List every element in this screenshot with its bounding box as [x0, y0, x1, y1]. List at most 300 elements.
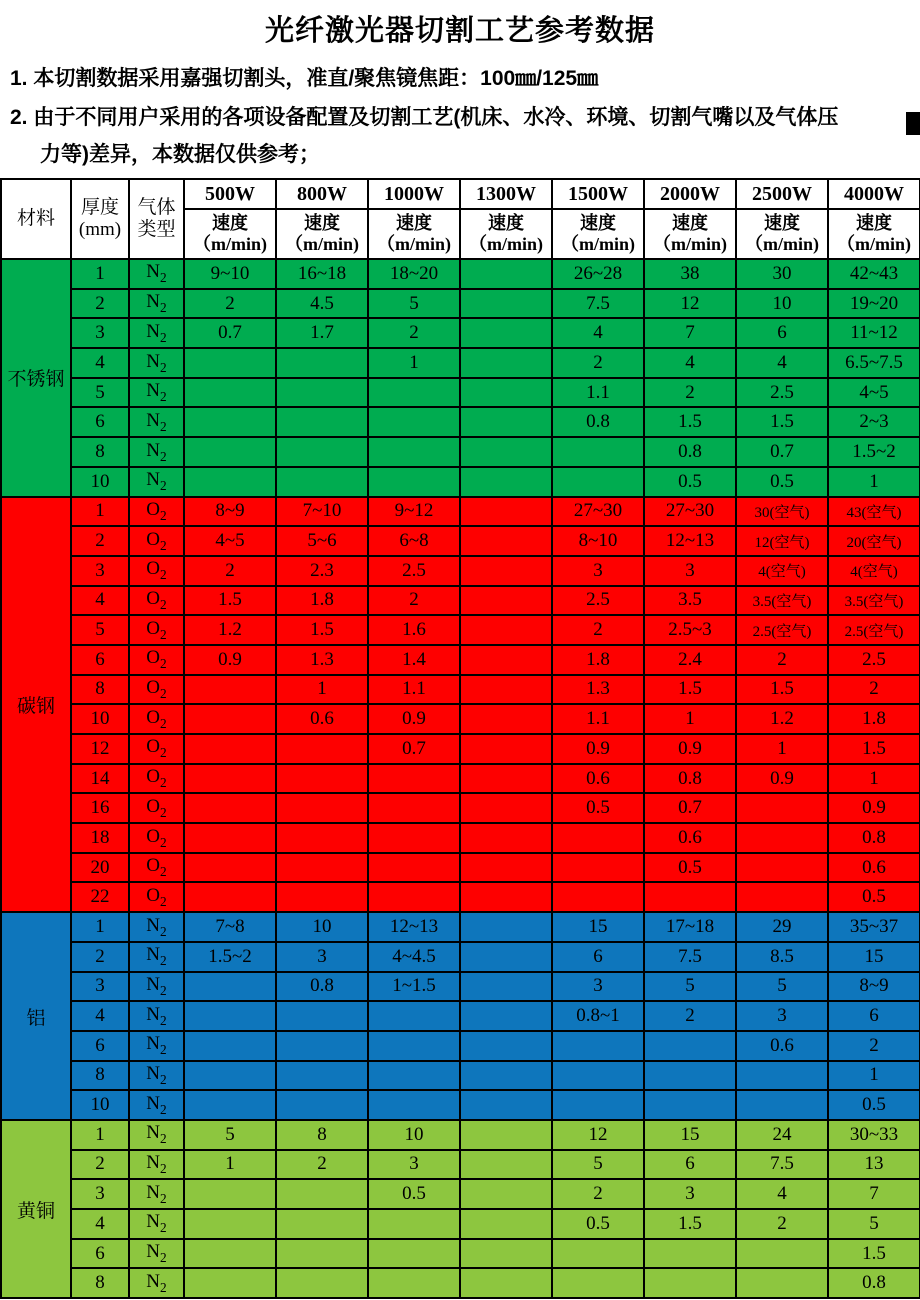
gas-cell: $O_2$	[129, 704, 184, 734]
speed-cell	[184, 972, 276, 1002]
table-row	[1, 1239, 920, 1269]
speed-cell	[368, 1001, 460, 1031]
speed-cell	[184, 1001, 276, 1031]
speed-cell: 7	[644, 318, 736, 348]
speed-cell	[552, 882, 644, 912]
speed-cell	[184, 882, 276, 912]
speed-cell	[552, 467, 644, 497]
speed-cell	[460, 615, 552, 645]
speed-cell: 7~8	[184, 912, 276, 942]
speed-cell	[368, 467, 460, 497]
speed-cell	[184, 378, 276, 408]
speed-cell: 2	[644, 378, 736, 408]
speed-cell: 5	[184, 1120, 276, 1150]
thickness-cell: 14	[71, 764, 129, 794]
speed-cell: 9~10	[184, 259, 276, 289]
speed-cell	[552, 1061, 644, 1091]
speed-cell: 8~9	[828, 972, 920, 1002]
speed-cell: 0.5	[828, 1090, 920, 1120]
speed-cell: 0.6	[552, 764, 644, 794]
speed-cell	[184, 1179, 276, 1209]
speed-cell: 18~20	[368, 259, 460, 289]
speed-cell: 12	[552, 1120, 644, 1150]
thickness-cell: 2	[71, 526, 129, 556]
speed-cell: 1.2	[184, 615, 276, 645]
gas-cell: $N_2$	[129, 437, 184, 467]
speed-cell: 12~13	[368, 912, 460, 942]
speed-cell	[736, 823, 828, 853]
speed-cell: 0.5	[828, 882, 920, 912]
gas-cell: $N_2$	[129, 318, 184, 348]
speed-cell: 6	[552, 942, 644, 972]
speed-cell: 3.5(空气)	[736, 586, 828, 616]
speed-cell: 38	[644, 259, 736, 289]
speed-cell	[368, 1061, 460, 1091]
speed-cell: 2	[828, 675, 920, 705]
table-row	[1, 1120, 920, 1150]
speed-cell	[276, 378, 368, 408]
speed-cell	[460, 1209, 552, 1239]
speed-cell: 2.5	[736, 378, 828, 408]
gas-cell: $N_2$	[129, 1209, 184, 1239]
gas-cell: $N_2$	[129, 289, 184, 319]
speed-cell	[276, 882, 368, 912]
speed-cell: 0.5	[368, 1179, 460, 1209]
speed-cell: 1.5~2	[828, 437, 920, 467]
table-row	[1, 793, 920, 823]
speed-cell	[368, 793, 460, 823]
thickness-cell: 5	[71, 615, 129, 645]
speed-cell	[276, 734, 368, 764]
speed-cell	[368, 1239, 460, 1269]
speed-cell: 3	[644, 1179, 736, 1209]
thickness-cell: 4	[71, 1209, 129, 1239]
header-power-4000w: 4000W	[828, 179, 920, 209]
speed-cell: 3	[644, 556, 736, 586]
speed-cell: 0.8~1	[552, 1001, 644, 1031]
speed-cell	[368, 1031, 460, 1061]
speed-cell: 4	[552, 318, 644, 348]
speed-cell: 5	[828, 1209, 920, 1239]
speed-cell	[276, 793, 368, 823]
speed-cell: 2	[552, 1179, 644, 1209]
thickness-cell: 6	[71, 407, 129, 437]
speed-cell: 1.5	[644, 407, 736, 437]
speed-cell: 6	[828, 1001, 920, 1031]
thickness-cell: 1	[71, 259, 129, 289]
table-row	[1, 615, 920, 645]
speed-cell: 10	[276, 912, 368, 942]
speed-cell	[368, 1268, 460, 1298]
gas-cell: $O_2$	[129, 853, 184, 883]
speed-cell: 0.8	[552, 407, 644, 437]
gas-cell: $N_2$	[129, 942, 184, 972]
speed-cell	[460, 259, 552, 289]
speed-cell: 15	[552, 912, 644, 942]
speed-cell	[276, 823, 368, 853]
speed-cell: 0.5	[552, 793, 644, 823]
header-thickness-label: 厚度	[80, 197, 119, 219]
speed-cell	[368, 407, 460, 437]
speed-cell: 4~4.5	[368, 942, 460, 972]
speed-cell: 2	[368, 318, 460, 348]
speed-cell: 0.8	[276, 972, 368, 1002]
gas-cell: $N_2$	[129, 378, 184, 408]
table-row	[1, 1150, 920, 1180]
material-cell-carbon: 碳钢	[1, 497, 71, 913]
speed-cell: 1.5	[276, 615, 368, 645]
speed-cell: 2	[644, 1001, 736, 1031]
speed-cell: 19~20	[828, 289, 920, 319]
speed-cell	[736, 1268, 828, 1298]
speed-cell: 4	[644, 348, 736, 378]
speed-cell: 2	[184, 556, 276, 586]
speed-cell: 1.1	[552, 378, 644, 408]
table-row	[1, 586, 920, 616]
speed-cell: 0.6	[644, 823, 736, 853]
table-row	[1, 882, 920, 912]
thickness-cell: 6	[71, 645, 129, 675]
speed-cell: 3	[552, 556, 644, 586]
gas-cell: $O_2$	[129, 586, 184, 616]
table-row	[1, 1061, 920, 1091]
speed-cell: 3	[368, 1150, 460, 1180]
material-cell-stainless: 不锈钢	[1, 259, 71, 497]
speed-cell: 26~28	[552, 259, 644, 289]
speed-cell: 1.3	[552, 675, 644, 705]
table-row	[1, 942, 920, 972]
speed-cell	[184, 1061, 276, 1091]
speed-cell: 1.8	[276, 586, 368, 616]
speed-cell	[368, 1209, 460, 1239]
speed-cell: 1.5~2	[184, 942, 276, 972]
speed-cell	[276, 1031, 368, 1061]
gas-cell: $N_2$	[129, 972, 184, 1002]
speed-cell	[736, 882, 828, 912]
thickness-cell: 2	[71, 1150, 129, 1180]
speed-cell	[552, 437, 644, 467]
speed-cell	[276, 853, 368, 883]
thickness-cell: 8	[71, 1061, 129, 1091]
gas-cell: $N_2$	[129, 1001, 184, 1031]
speed-cell: 5~6	[276, 526, 368, 556]
table-row	[1, 823, 920, 853]
speed-cell	[460, 1120, 552, 1150]
speed-cell	[460, 1179, 552, 1209]
speed-cell: 3	[736, 1001, 828, 1031]
speed-cell	[460, 764, 552, 794]
speed-cell: 29	[736, 912, 828, 942]
table-row	[1, 704, 920, 734]
speed-cell: 4	[736, 348, 828, 378]
speed-cell	[460, 318, 552, 348]
speed-cell	[736, 1239, 828, 1269]
speed-cell	[644, 882, 736, 912]
speed-cell	[184, 704, 276, 734]
speed-cell	[460, 675, 552, 705]
table-row	[1, 289, 920, 319]
table-row	[1, 407, 920, 437]
table-row	[1, 1209, 920, 1239]
table-row	[1, 912, 920, 942]
gas-cell: $N_2$	[129, 407, 184, 437]
thickness-cell: 6	[71, 1239, 129, 1269]
speed-cell: 0.9	[184, 645, 276, 675]
speed-cell	[552, 1031, 644, 1061]
header-power-1000w: 1000W	[368, 179, 460, 209]
speed-cell: 12	[644, 289, 736, 319]
table-row	[1, 259, 920, 289]
speed-cell: 1.8	[552, 645, 644, 675]
speed-cell: 0.9	[552, 734, 644, 764]
speed-cell: 2.5	[828, 645, 920, 675]
speed-cell: 1.5	[644, 675, 736, 705]
note-2-line-2: 力等)差异，本数据仅供参考；	[40, 143, 320, 166]
table-row	[1, 1031, 920, 1061]
speed-cell	[368, 378, 460, 408]
speed-cell	[460, 793, 552, 823]
speed-cell	[460, 1090, 552, 1120]
gas-cell: $O_2$	[129, 734, 184, 764]
thickness-cell: 6	[71, 1031, 129, 1061]
speed-cell	[460, 348, 552, 378]
speed-cell	[368, 823, 460, 853]
speed-cell: 8	[276, 1120, 368, 1150]
gas-cell: $N_2$	[129, 1061, 184, 1091]
speed-cell	[184, 764, 276, 794]
speed-cell: 1.8	[828, 704, 920, 734]
speed-cell: 1	[828, 1061, 920, 1091]
speed-cell	[552, 853, 644, 883]
page-title: 光纤激光器切割工艺参考数据	[264, 15, 655, 47]
thickness-cell: 8	[71, 1268, 129, 1298]
speed-cell: 2.3	[276, 556, 368, 586]
thickness-cell: 3	[71, 318, 129, 348]
speed-cell: 2	[184, 289, 276, 319]
thickness-cell: 3	[71, 972, 129, 1002]
speed-cell	[460, 882, 552, 912]
speed-cell	[184, 437, 276, 467]
material-cell-brass: 黄铜	[1, 1120, 71, 1298]
gas-cell: $O_2$	[129, 556, 184, 586]
header-speed-unit: 速度 （m/min)	[460, 209, 552, 259]
speed-cell: 3	[552, 972, 644, 1002]
header-speed-unit: 速度 （m/min)	[276, 209, 368, 259]
table-row	[1, 1268, 920, 1298]
speed-cell: 1.1	[552, 704, 644, 734]
speed-cell: 2	[368, 586, 460, 616]
speed-cell: 0.5	[736, 467, 828, 497]
table-row	[1, 437, 920, 467]
speed-cell: 0.7	[368, 734, 460, 764]
speed-cell: 0.9	[828, 793, 920, 823]
gas-cell: $O_2$	[129, 497, 184, 527]
speed-cell	[276, 467, 368, 497]
speed-cell	[460, 912, 552, 942]
speed-cell: 0.8	[644, 764, 736, 794]
speed-cell: 30(空气)	[736, 497, 828, 527]
speed-cell: 1	[184, 1150, 276, 1180]
speed-cell: 6	[644, 1150, 736, 1180]
speed-cell	[460, 497, 552, 527]
table-row	[1, 497, 920, 527]
table-row	[1, 318, 920, 348]
speed-cell	[460, 378, 552, 408]
speed-cell	[276, 407, 368, 437]
speed-cell: 0.6	[276, 704, 368, 734]
table-row	[1, 853, 920, 883]
speed-cell: 1	[828, 467, 920, 497]
table-row	[1, 378, 920, 408]
speed-cell	[460, 823, 552, 853]
speed-cell: 1.6	[368, 615, 460, 645]
speed-cell	[460, 1031, 552, 1061]
thickness-cell: 2	[71, 289, 129, 319]
speed-cell	[460, 289, 552, 319]
gas-cell: $N_2$	[129, 1268, 184, 1298]
gas-cell: $N_2$	[129, 467, 184, 497]
speed-cell	[184, 1090, 276, 1120]
speed-cell: 3	[276, 942, 368, 972]
header-power-1300w: 1300W	[460, 179, 552, 209]
speed-cell: 0.8	[828, 1268, 920, 1298]
speed-cell	[460, 467, 552, 497]
thickness-cell: 10	[71, 467, 129, 497]
thickness-cell: 12	[71, 734, 129, 764]
gas-cell: $N_2$	[129, 1090, 184, 1120]
speed-cell	[736, 793, 828, 823]
speed-cell	[276, 1001, 368, 1031]
speed-cell: 24	[736, 1120, 828, 1150]
table-row	[1, 675, 920, 705]
speed-cell: 7.5	[736, 1150, 828, 1180]
table-row	[1, 972, 920, 1002]
speed-cell	[276, 1179, 368, 1209]
speed-cell: 1	[368, 348, 460, 378]
header-power-1500w: 1500W	[552, 179, 644, 209]
speed-cell: 2.5	[368, 556, 460, 586]
speed-cell	[644, 1239, 736, 1269]
speed-cell: 0.8	[828, 823, 920, 853]
thickness-cell: 8	[71, 437, 129, 467]
speed-cell: 10	[736, 289, 828, 319]
thickness-cell: 16	[71, 793, 129, 823]
speed-cell	[644, 1268, 736, 1298]
speed-cell: 4(空气)	[828, 556, 920, 586]
speed-cell: 0.7	[644, 793, 736, 823]
header-speed-unit: 速度 （m/min)	[828, 209, 920, 259]
speed-cell: 20(空气)	[828, 526, 920, 556]
speed-cell	[460, 526, 552, 556]
speed-cell: 1.5	[736, 675, 828, 705]
header-power-800w: 800W	[276, 179, 368, 209]
speed-cell	[276, 1090, 368, 1120]
speed-cell: 1	[644, 704, 736, 734]
gas-cell: $N_2$	[129, 1239, 184, 1269]
thickness-cell: 4	[71, 1001, 129, 1031]
speed-cell	[460, 1061, 552, 1091]
speed-cell: 2.5	[552, 586, 644, 616]
gas-cell: $O_2$	[129, 615, 184, 645]
thickness-cell: 1	[71, 497, 129, 527]
speed-cell: 12(空气)	[736, 526, 828, 556]
speed-cell	[736, 1090, 828, 1120]
speed-cell	[460, 1150, 552, 1180]
thickness-cell: 4	[71, 586, 129, 616]
header-gas-line2: 类型	[137, 219, 176, 240]
speed-cell	[460, 942, 552, 972]
cutting-data-table	[0, 178, 920, 1299]
speed-cell	[184, 823, 276, 853]
speed-cell	[460, 586, 552, 616]
thickness-cell: 18	[71, 823, 129, 853]
thickness-cell: 3	[71, 1179, 129, 1209]
speed-cell: 5	[644, 972, 736, 1002]
gas-cell: $N_2$	[129, 1179, 184, 1209]
table-row	[1, 556, 920, 586]
speed-cell: 5	[368, 289, 460, 319]
speed-cell: 0.9	[644, 734, 736, 764]
speed-cell: 2.4	[644, 645, 736, 675]
speed-cell: 15	[828, 942, 920, 972]
speed-cell: 1.4	[368, 645, 460, 675]
speed-cell	[276, 348, 368, 378]
speed-cell	[184, 1239, 276, 1269]
gas-cell: $N_2$	[129, 1031, 184, 1061]
header-thickness	[71, 179, 129, 259]
speed-cell: 2.5(空气)	[736, 615, 828, 645]
thickness-cell: 3	[71, 556, 129, 586]
speed-cell: 1.5	[736, 407, 828, 437]
speed-cell: 7	[828, 1179, 920, 1209]
speed-cell: 10	[368, 1120, 460, 1150]
gas-cell: $O_2$	[129, 793, 184, 823]
speed-cell	[552, 1239, 644, 1269]
header-material: 材料	[1, 179, 71, 259]
speed-cell: 2	[828, 1031, 920, 1061]
speed-cell	[552, 823, 644, 853]
header-gas-type	[129, 179, 184, 259]
note-1: 1. 本切割数据采用嘉强切割头，准直/聚焦镜焦距：100㎜/125㎜	[10, 67, 599, 90]
speed-cell: 7.5	[552, 289, 644, 319]
speed-cell	[184, 1031, 276, 1061]
speed-cell: 5	[736, 972, 828, 1002]
thickness-cell: 8	[71, 675, 129, 705]
speed-cell: 1.7	[276, 318, 368, 348]
speed-cell: 4(空气)	[736, 556, 828, 586]
speed-cell	[644, 1061, 736, 1091]
speed-cell	[644, 1090, 736, 1120]
speed-cell: 11~12	[828, 318, 920, 348]
speed-cell	[460, 1001, 552, 1031]
speed-cell: 3.5	[644, 586, 736, 616]
thickness-cell: 22	[71, 882, 129, 912]
material-cell-aluminum: 铝	[1, 912, 71, 1120]
speed-cell: 1.5	[184, 586, 276, 616]
speed-cell: 8.5	[736, 942, 828, 972]
speed-cell	[552, 1268, 644, 1298]
speed-cell	[368, 764, 460, 794]
speed-cell: 1	[736, 734, 828, 764]
thickness-cell: 1	[71, 1120, 129, 1150]
speed-cell	[460, 734, 552, 764]
speed-cell: 4~5	[828, 378, 920, 408]
table-row	[1, 467, 920, 497]
thickness-cell: 10	[71, 704, 129, 734]
speed-cell: 1.5	[828, 734, 920, 764]
gas-cell: $O_2$	[129, 645, 184, 675]
speed-cell: 0.5	[552, 1209, 644, 1239]
